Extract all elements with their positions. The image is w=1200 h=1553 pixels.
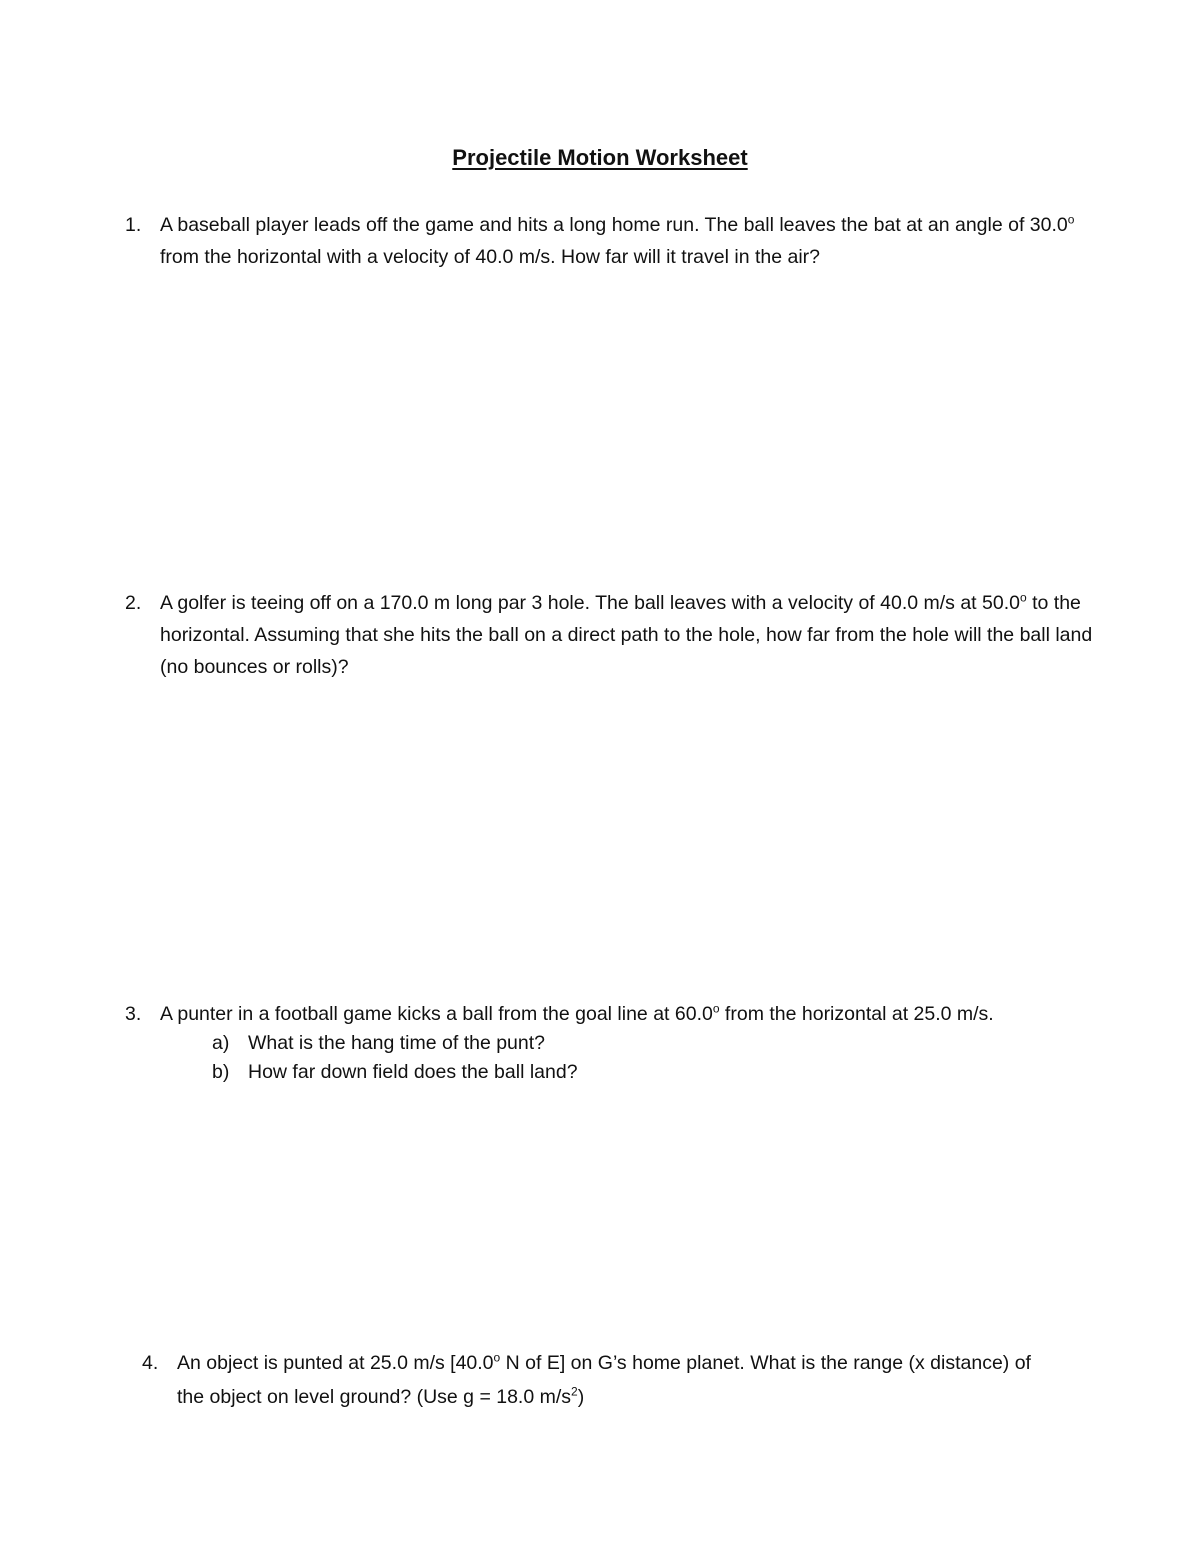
- worksheet-title: Projectile Motion Worksheet: [452, 145, 748, 170]
- part-text: What is the hang time of the punt?: [248, 1032, 546, 1054]
- question-3: [125, 998, 1125, 1030]
- part-label: a): [212, 1032, 230, 1054]
- question-text: An object is punted at 25.0 m/s [40.0$^o$ N of E] on G’s home planet. What is the range (x distance) of the object on level ground? (Use g = 18.0 $m/s^2$): [177, 1350, 1031, 1408]
- question-number: 1.: [125, 214, 142, 236]
- part-text: How far down field does the ball land?: [248, 1061, 578, 1083]
- degree-symbol: o: [1067, 212, 1075, 227]
- part-label: b): [212, 1061, 230, 1083]
- question-text: A baseball player leads off the game and hits a long home run. The ball leaves the bat at an angle of 30.0$^o$ from the horizontal with a velocity of 40.0 m/s. How far will it travel in the air?: [160, 212, 1075, 268]
- squared-exponent: 2: [571, 1384, 578, 1399]
- degree-symbol: o: [1019, 590, 1027, 605]
- question-3-part-a: [212, 1028, 545, 1058]
- question-text: A golfer is teeing off on a 170.0 m long par 3 hole. The ball leaves with a velocity of 40.0 m/s at 50.0$^o$ to the horizontal. Assuming that she hits the ball on a direct path to the hole, how far from the hole will the ball land (no bounces or rolls)?: [160, 590, 1093, 678]
- question-text: A punter in a football game kicks a ball from the goal line at 60.0$^o$ from the horizontal at 25.0 m/s.: [160, 1001, 994, 1025]
- question-3-part-b: [212, 1057, 578, 1087]
- question-4: [142, 1346, 1042, 1414]
- question-number: 2.: [125, 592, 142, 614]
- degree-symbol: o: [712, 1001, 720, 1016]
- question-number: 4.: [142, 1352, 159, 1374]
- question-1: [125, 209, 1095, 273]
- question-number: 3.: [125, 1003, 142, 1025]
- question-2: [125, 587, 1095, 683]
- degree-symbol: o: [493, 1350, 501, 1365]
